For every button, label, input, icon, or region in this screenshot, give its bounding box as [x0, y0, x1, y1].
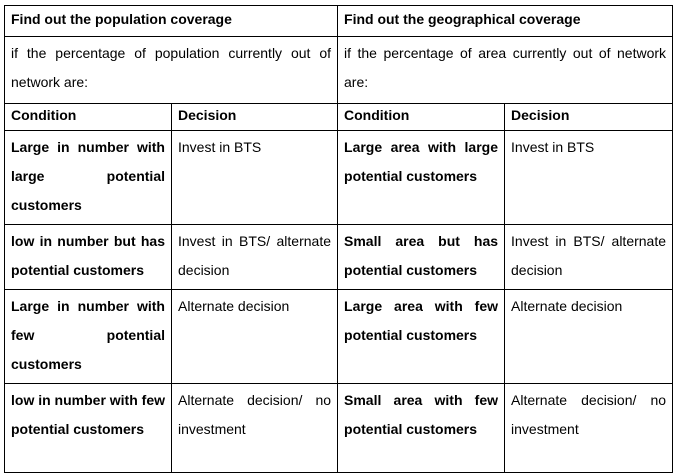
table-row	[5, 131, 673, 225]
population-decision-cell: Invest in BTS	[172, 131, 338, 225]
population-decision-cell: Alternate decision/ no investment	[172, 384, 338, 473]
population-intro-text: if the percentage of population currently out of network are:	[5, 37, 338, 104]
geographical-condition-cell: Small area but has potential customers	[338, 225, 505, 290]
population-decision-header: Decision	[172, 104, 338, 131]
geographical-coverage-title: Find out the geographical coverage	[338, 6, 673, 37]
geographical-decision-cell: Invest in BTS	[505, 131, 673, 225]
geographical-decision-cell: Invest in BTS/ alternate decision	[505, 225, 673, 290]
geographical-condition-cell: Small area with few potential customers	[338, 384, 505, 473]
population-decision-cell: Alternate decision	[172, 290, 338, 384]
geographical-decision-cell: Alternate decision	[505, 290, 673, 384]
table-header-row	[5, 104, 673, 131]
population-condition-cell: Large in number with large potential customers	[5, 131, 172, 225]
table-row	[5, 290, 673, 384]
population-coverage-title: Find out the population coverage	[5, 6, 338, 37]
geographical-condition-cell: Large area with large potential customers	[338, 131, 505, 225]
coverage-decision-table	[4, 5, 673, 473]
table-row	[5, 384, 673, 473]
geographical-condition-header: Condition	[338, 104, 505, 131]
geographical-decision-cell: Alternate decision/ no investment	[505, 384, 673, 473]
population-condition-cell: low in number but has potential customers	[5, 225, 172, 290]
table-row	[5, 225, 673, 290]
population-condition-header: Condition	[5, 104, 172, 131]
geographical-condition-cell: Large area with few potential customers	[338, 290, 505, 384]
population-decision-cell: Invest in BTS/ alternate decision	[172, 225, 338, 290]
population-condition-cell: Large in number with few potential customers	[5, 290, 172, 384]
table-title-row	[5, 6, 673, 37]
population-condition-cell: low in number with few potential customers	[5, 384, 172, 473]
table-intro-row	[5, 37, 673, 104]
geographical-intro-text: if the percentage of area currently out of network are:	[338, 37, 673, 104]
geographical-decision-header: Decision	[505, 104, 673, 131]
